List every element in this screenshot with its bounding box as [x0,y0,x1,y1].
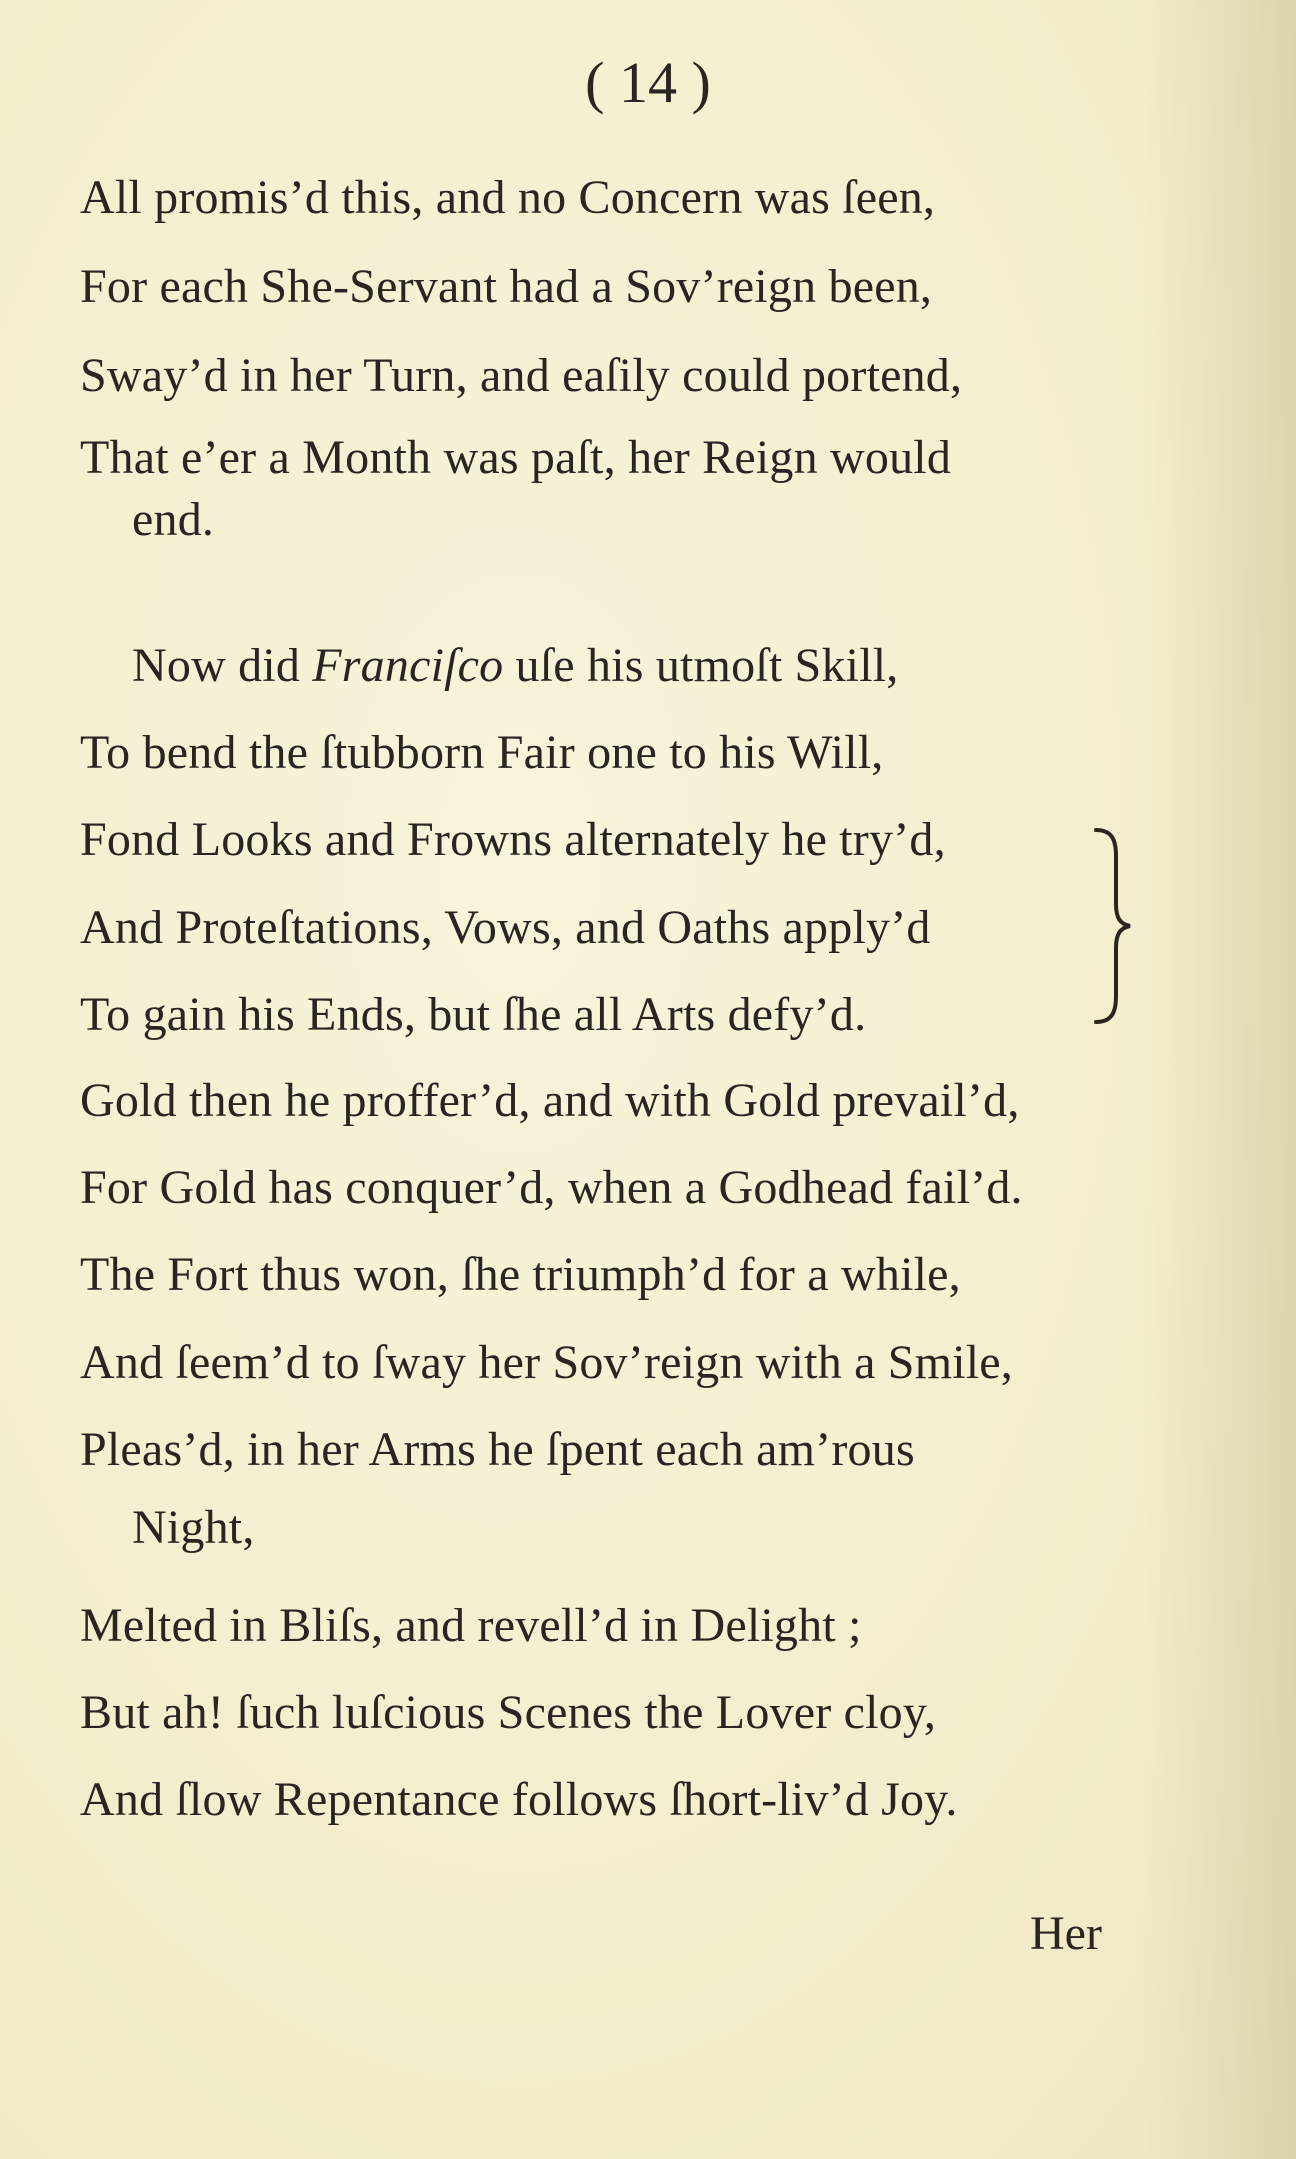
page-number: ( 14 ) [585,50,711,115]
stanza1-line-1: All promis’d this, and no Concern was ſeen, [80,171,936,224]
stanza2-line-12: But ah! ſuch luſcious Scenes the Lover cloy, [80,1686,937,1739]
stanza2-line-5: To gain his Ends, but ſhe all Arts defy’d. [80,988,867,1041]
stanza1-line-2: For each She-Servant had a Sov’reign been, [80,260,933,313]
stanza2-line-8: The Fort thus won, ſhe triumph’d for a while, [80,1248,961,1301]
catchword: Her [1030,1907,1102,1960]
stanza1-line-4-continuation: end. [132,493,215,546]
triplet-brace [1090,826,1140,1026]
stanza2-line-2: To bend the ſtubborn Fair one to his Will, [80,726,884,779]
stanza2-line-7: For Gold has conquer’d, when a Godhead fail’d. [80,1161,1023,1214]
stanza2-line-10-continuation: Night, [132,1501,255,1554]
stanza1-line-4: That e’er a Month was paſt, her Reign would [80,431,952,484]
stanza2-line-1-after: uſe his utmoſt Skill, [503,639,899,692]
stanza2-line-1-name: Franciſco [312,639,504,692]
stanza2-line-1 [132,638,898,694]
stanza2-line-6: Gold then he proffer’d, and with Gold prevail’d, [80,1074,1020,1127]
stanza2-line-3: Fond Looks and Frowns alternately he try’d, [80,813,946,866]
stanza1-line-3: Sway’d in her Turn, and eaſily could portend, [80,349,963,402]
stanza2-line-13: And ſlow Repentance follows ſhort-liv’d Joy. [80,1773,958,1826]
stanza2-line-11: Melted in Bliſs, and revell’d in Delight ; [80,1599,862,1652]
stanza2-line-9: And ſeem’d to ſway her Sov’reign with a Smile, [80,1336,1014,1389]
stanza2-line-1-before: Now did [132,639,313,692]
stanza2-line-10: Pleas’d, in her Arms he ſpent each am’rous [80,1423,915,1476]
stanza2-line-4: And Proteſtations, Vows, and Oaths apply’d [80,901,931,954]
